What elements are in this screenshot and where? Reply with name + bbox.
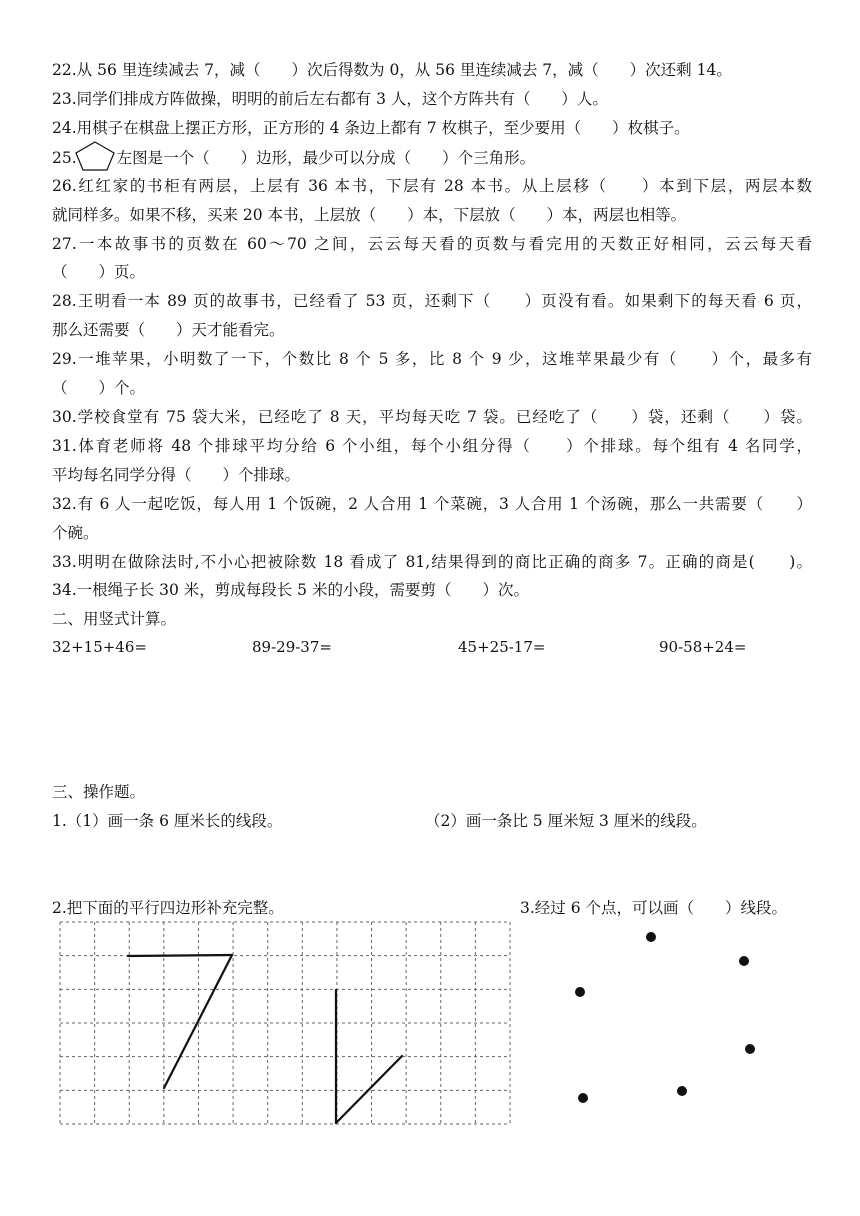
question-34: 34.一根绳子长 30 米，剪成每段长 5 米的小段，需要剪（ ）次。	[52, 581, 529, 599]
question-31-line2: 平均每名同学分得（ ）个排球。	[52, 466, 301, 484]
parallelogram-top-edge	[128, 955, 232, 956]
dot-6	[578, 1093, 588, 1103]
dot-3	[575, 987, 585, 997]
question-32-line1: 32.有 6 人一起吃饭，每人用 1 个饭碗，2 人合用 1 个菜碗，3 人合用 1 个汤碗，那么一共需要（ ）	[52, 495, 812, 513]
question-25-text: 左图是一个（ ）边形，最少可以分成（ ）个三角形。	[116, 149, 536, 167]
question-29-line2: （ ）个。	[52, 379, 146, 397]
question-24: 24.用棋子在棋盘上摆正方形，正方形的 4 条边上都有 7 枚棋子，至少要用（ ）枚棋子。	[52, 119, 690, 137]
dot-4	[745, 1044, 755, 1054]
operation-1-part-1: 1.（1）画一条 6 厘米长的线段。	[52, 812, 283, 830]
dot-2	[739, 956, 749, 966]
operation-1-part-2: （2）画一条比 5 厘米短 3 厘米的线段。	[425, 812, 707, 830]
question-26-line2: 就同样多。如果不移，买来 20 本书，上层放（ ）本，下层放（ ）本，两层也相等。	[52, 206, 687, 224]
dot-5	[677, 1086, 687, 1096]
question-25	[52, 147, 535, 171]
dotted-grid	[58, 920, 512, 1126]
dot-1	[646, 932, 656, 942]
six-dots-figure	[560, 925, 760, 1110]
operation-3: 3.经过 6 个点，可以画（ ）线段。	[520, 899, 788, 917]
calc-problem-3: 45+25-17=	[458, 638, 546, 656]
question-33: 33.明明在做除法时,不小心把被除数 18 看成了 81,结果得到的商比正确的商多 7。正确的商是( )。	[52, 553, 812, 571]
calc-problem-2: 89-29-37=	[252, 638, 332, 656]
pentagon-figure	[75, 141, 115, 171]
question-29-line1: 29.一堆苹果，小明数了一下，个数比 8 个 5 多，比 8 个 9 少，这堆苹果最少有（ ）个，最多有	[52, 350, 812, 368]
calc-problem-1: 32+15+46=	[52, 638, 147, 656]
question-27-line2: （ ）页。	[52, 263, 146, 281]
question-32-line2: 个碗。	[52, 524, 99, 542]
figure-diagonal-edge	[336, 1056, 402, 1123]
question-27-line1: 27.一本故事书的页数在 60～70 之间，云云每天看的页数与看完用的天数正好相同，云云每天看	[52, 235, 812, 253]
question-31-line1: 31.体育老师将 48 个排球平均分给 6 个小组，每个小组分得（ ）个排球。每个组有 4 名同学，	[52, 437, 812, 455]
section-2-title: 二、用竖式计算。	[52, 610, 177, 628]
question-28-line1: 28.王明看一本 89 页的故事书，已经看了 53 页，还剩下（ ）页没有看。如果剩下的每天看 6 页，	[52, 292, 812, 310]
calc-problem-4: 90-58+24=	[659, 638, 747, 656]
question-28-line2: 那么还需要（ ）天才能看完。	[52, 321, 285, 339]
section-3-title: 三、操作题。	[52, 783, 146, 801]
question-22: 22.从 56 里连续减去 7，减（ ）次后得数为 0，从 56 里连续减去 7，减（ ）次还剩 14。	[52, 61, 732, 79]
question-25-number: 25.	[52, 149, 77, 167]
operation-2: 2.把下面的平行四边形补充完整。	[52, 899, 284, 917]
question-26-line1: 26.红红家的书柜有两层，上层有 36 本书，下层有 28 本书。从上层移（ ）本到下层，两层本数	[52, 177, 812, 195]
question-23: 23.同学们排成方阵做操，明明的前后左右都有 3 人，这个方阵共有（ ）人。	[52, 90, 608, 108]
question-30: 30.学校食堂有 75 袋大米，已经吃了 8 天，平均每天吃 7 袋。已经吃了（ ）袋，还剩（ ）袋。	[52, 408, 812, 426]
